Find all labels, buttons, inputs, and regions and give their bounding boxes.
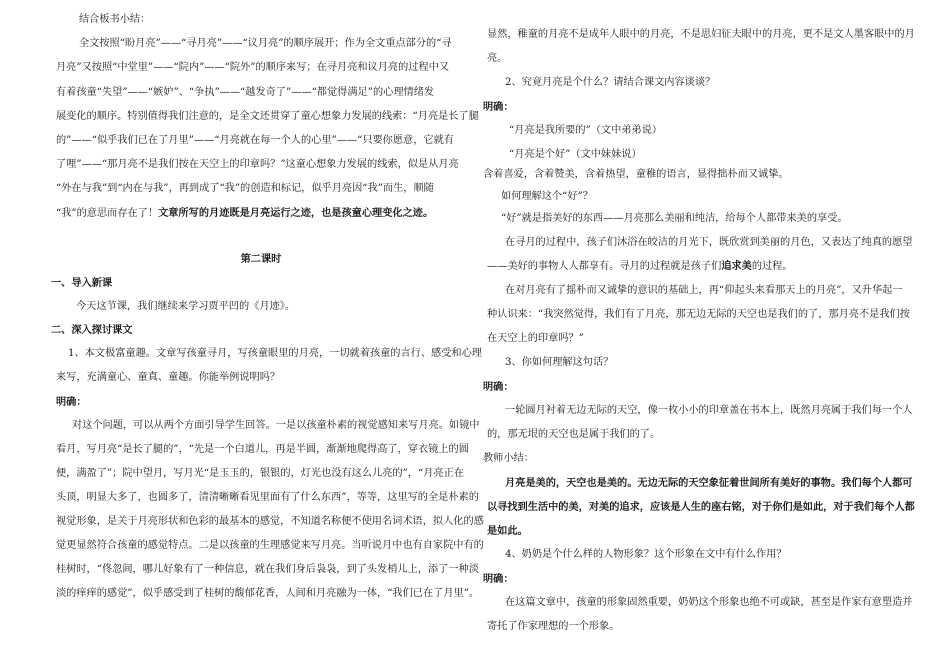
teacher-summary-line-1: 月亮是美的，天空也是美的。无边无际的天空象征着世间所有美好的事物。我们每个人都可 xyxy=(505,477,913,489)
answer-4-line-2: 寄托了作家理想的一个形象。 xyxy=(487,621,620,632)
question-3: 3、你如何理解这句话？ xyxy=(505,357,614,368)
search-moon-line-1: 在寻月的过程中，孩子们沐浴在皎洁的月光下，既欣赏到美丽的月色，又表达了纯真的愿望 xyxy=(505,237,913,248)
search-moon-line-2-a: ——美好的事物人人都享有。寻月的过程就是孩子们 xyxy=(487,261,722,272)
answer-1-line-5: 视觉形象，是关于月亮形状和色彩的最基本的感觉，不知道名称便不使用名词术语，拟人化的感 xyxy=(56,516,484,527)
question-4: 4、奶奶是个什么样的人物形象？这个形象在文中有什么作用？ xyxy=(505,549,787,560)
answer-1-line-2: 看月，写月亮“是长了腿的”，“先是一个白道儿，再是半圆，渐渐地爬得高了，穿衣镜上的圆 xyxy=(56,444,469,455)
search-moon-line-2-b: 的过程。 xyxy=(751,261,793,272)
summary-line-4: 展变化的顺序。特别值得我们注意的，是全文还贯穿了童心想象力发展的线索：“月亮是长了腿 xyxy=(56,111,479,122)
question-1-line-1: 1、本文极富童趣。文章写孩童寻月，写孩童眼里的月亮，一切就着孩童的言行、感受和心理 xyxy=(68,348,482,359)
realization-line-1: 在对月亮有了摇朴而又诚挚的意识的基础上，再“仰起头来看那天上的月亮”，又升华起一 xyxy=(505,285,903,296)
answer-4-line-1: 在这篇文章中，孩童的形象固然重要，奶奶这个形象也绝不可或缺，甚至是作家有意塑造并 xyxy=(505,597,913,608)
intro-paragraph: 今天这节课，我们继续来学习贾平凹的《月迹》。 xyxy=(76,301,296,312)
answer-good: “好”就是指美好的东西——月亮那么美丽和纯洁，给每个人都带来美的享受。 xyxy=(501,213,848,224)
answer-1-line-3: 便，满盈了”；院中望月，写月光“是玉玉的，银银的，灯光也没有这么儿亮的”，“月亮正在 xyxy=(56,468,464,479)
summary-line-2: 月亮”又按照“中堂里”——“院内”——“院外”的顺序来写；在寻月亮和议月亮的过程中又 xyxy=(56,62,450,73)
pursue-beauty-emphasis: 追求美 xyxy=(721,260,752,272)
summary-line-5: 的”——“似乎我们已在了月里”——“月亮就在每一个人的心里”——“只要你愿意，它就有 xyxy=(56,135,454,146)
answer-1-line-7: 桂树时，“佟忽间，哪儿好象有了一种信息，就在我们身后袅袅，到了头发梢儿上，添了一种淡 xyxy=(56,564,479,575)
summary-line-3: 有着孩童“失望”——“嫉妒”、“争执”——“越发奇了”——“都觉得满足”的心理情绪发 xyxy=(56,87,435,98)
answer-3-line-1: 一轮圆月衬着无边无际的天空，像一枚小小的印章盖在书本上，既然月亮属于我们每一个人 xyxy=(505,405,913,416)
summary-line-8-text: “我”的意思而存在了！ xyxy=(56,208,159,219)
answer-1-line-6: 觉更显然符合孩童的感觉特点。二是以孩童的生理感觉来写月亮。当听说月中也有自家院中有的 xyxy=(56,540,484,551)
answer-3-line-2: 的，那无垠的天空也是属于我们的了。 xyxy=(487,429,661,440)
quote-brother: “月亮是我所要的”（文中弟弟说） xyxy=(509,125,663,136)
answer-label-2: 明确： xyxy=(483,101,514,113)
answer-1-line-1: 对这个问题，可以从两个方面引导学生回答。一是以孩童朴素的视觉感知来写月亮。如镜中 xyxy=(72,420,480,431)
answer-1-line-8: 淡的痒痒的感觉”，似乎感受到了桂树的馥郁花香，人间和月亮融为一体，“我们已在了月里”。 xyxy=(56,588,480,599)
teacher-summary-line-2: 以寻找到生活中的美，对美的追求，应该是人生的座右铭，对于你们是如此，对于我们每个人都 xyxy=(487,501,915,513)
answer-label-4: 明确： xyxy=(483,573,514,585)
blackboard-summary-title: 结合板书小结： xyxy=(79,14,151,25)
answer-1-line-4: 头顶，明显大多了，也圆多了，清清晰晰看见里面有了什么东西”，等等，这里写的全是朴素的 xyxy=(56,492,479,503)
summary-line-6: 了哩”——“那月亮不是我们按在天空上的印章吗？”这童心想象力发展的线索，似是从月亮 xyxy=(56,159,459,170)
summary-line-7: “外在与我”到“内在与我”，再到成了“我”的创造和标记，似乎月亮因“我”而生，顺随 xyxy=(56,183,434,194)
realization-line-2: 种认识来：“我突然觉得，我们有了月亮，那无边无际的天空也是我们的了，那月亮不是我们按 xyxy=(487,309,910,320)
question-good: 如何理解这个“好”？ xyxy=(501,191,593,202)
summary-line-8 xyxy=(56,206,433,221)
answer-label-1: 明确： xyxy=(56,396,87,408)
summary-line-1: 全文按照“盼月亮”——“寻月亮”——“议月亮”的顺序展开；作为全文重点部分的“寻 xyxy=(79,38,452,49)
lesson-title: 第二课时 xyxy=(240,253,282,265)
realization-line-3: 在天空上的印章吗？” xyxy=(487,333,584,344)
answer-2-text: 含着喜爱，含着赞美，含着热望，童稚的语言，显得拙朴而又诚挚。 xyxy=(483,169,789,180)
teacher-summary-line-3: 是如此。 xyxy=(487,525,528,537)
question-1-line-2: 来写，充满童心、童真、童趣。你能举例说明吗？ xyxy=(56,372,281,383)
teacher-summary-label: 教师小结： xyxy=(483,453,534,464)
quote-sister: “月亮是个好”（文中妹妹说） xyxy=(509,149,642,160)
section-heading-1: 一、导入新课 xyxy=(51,277,113,289)
continuation-line-2: 亮。 xyxy=(487,53,508,64)
answer-label-3: 明确： xyxy=(483,381,514,393)
question-2: 2、究竟月亮是个什么？请结合课文内容谈谈？ xyxy=(505,77,716,88)
section-heading-2: 二、深入探讨课文 xyxy=(51,324,133,336)
summary-conclusion: 文章所写的月迹既是月亮运行之迹，也是孩童心理变化之迹。 xyxy=(158,207,434,219)
continuation-line-1: 显然，稚童的月亮不是成年人眼中的月亮，不是思妇征夫眼中的月亮，更不是文人墨客眼中的月 xyxy=(487,29,915,40)
search-moon-line-2 xyxy=(487,259,793,274)
